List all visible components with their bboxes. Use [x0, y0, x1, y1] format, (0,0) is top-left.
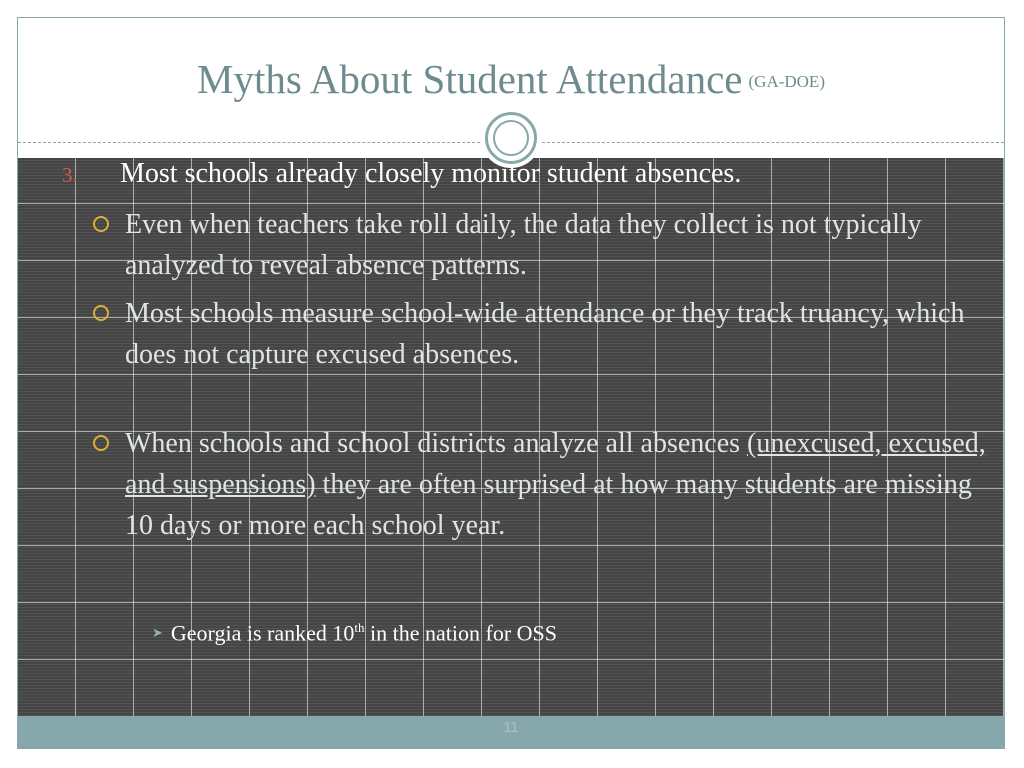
page-number: 11	[503, 719, 519, 736]
bullet-item	[93, 204, 993, 286]
main-point-number: 3.	[62, 163, 78, 187]
bullet-text: Even when teachers take roll daily, the data they collect is not typically analyzed to reveal absence patterns.	[125, 209, 922, 281]
slide-title	[18, 54, 1004, 107]
sub-bullet-text-end: in the nation for OSS	[364, 620, 558, 646]
slide-title-text: Myths About Student Attendance	[197, 56, 743, 102]
main-point-text: Most schools already closely monitor student absences.	[120, 158, 742, 189]
bullet-text-part: When schools and school districts analyze all absences	[125, 428, 748, 459]
sub-bullet-item	[152, 614, 1012, 647]
arrowhead-icon: ➤	[152, 625, 163, 641]
bullet-item	[93, 293, 993, 375]
bullet-item	[93, 423, 993, 546]
bullet-text	[125, 423, 993, 546]
sub-bullet-superscript: th	[354, 620, 365, 635]
hollow-circle-icon	[93, 435, 109, 451]
ring-ornament-icon	[485, 112, 537, 164]
sub-bullet-text: Georgia is ranked 10	[170, 620, 355, 646]
main-point	[62, 158, 992, 191]
hollow-circle-icon	[93, 216, 109, 232]
bullet-text-underlined: (unexcused, excused, and suspensions)	[125, 428, 986, 500]
bullet-text-part: they are often surprised at how many students are missing 10 days or more each school year.	[125, 469, 972, 541]
footer-bar	[18, 716, 1004, 749]
bullet-text: Most schools measure school-wide attendance or they track truancy, which does not capture excused absences.	[125, 298, 965, 370]
slide-title-source: (GA-DOE)	[748, 72, 825, 91]
slide	[17, 17, 1005, 749]
hollow-circle-icon	[93, 305, 109, 321]
